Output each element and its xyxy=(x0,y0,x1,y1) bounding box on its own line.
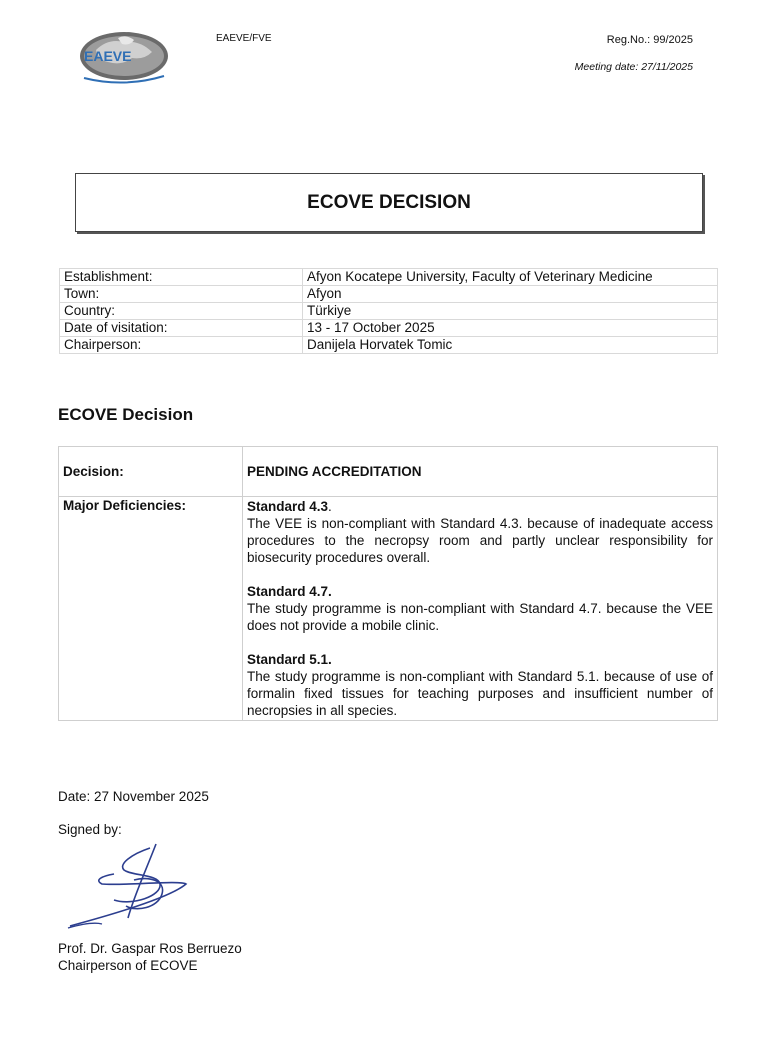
page-title: ECOVE DECISION xyxy=(307,191,471,213)
table-row xyxy=(60,320,718,337)
info-value: 13 - 17 October 2025 xyxy=(303,320,718,337)
info-value: Afyon Kocatepe University, Faculty of Veterinary Medicine xyxy=(303,269,718,286)
svg-text:EAEVE: EAEVE xyxy=(84,48,132,64)
org-code: EAEVE/FVE xyxy=(216,33,272,44)
deficiencies-row xyxy=(59,497,718,721)
signatory-name: Prof. Dr. Gaspar Ros Berruezo xyxy=(58,941,242,956)
standard-heading: Standard 5.1. xyxy=(247,652,332,667)
signatory-role: Chairperson of ECOVE xyxy=(58,958,198,973)
info-value: Türkiye xyxy=(303,303,718,320)
registration-number: Reg.No.: 99/2025 xyxy=(606,34,693,46)
document-date: Date: 27 November 2025 xyxy=(58,789,209,804)
standard-heading: Standard 4.7. xyxy=(247,584,332,599)
signature-image xyxy=(62,840,192,932)
standard-text: The VEE is non-compliant with Standard 4.3. because of inadequate access procedures to the necropsy room and partly unclear responsibility for biosecurity procedures overall. xyxy=(247,516,713,565)
decision-value: PENDING ACCREDITATION xyxy=(243,447,718,497)
table-row xyxy=(60,286,718,303)
table-row xyxy=(60,337,718,354)
info-table xyxy=(59,268,718,354)
meeting-date: Meeting date: 27/11/2025 xyxy=(574,61,693,73)
standard-text: The study programme is non-compliant with Standard 5.1. because of use of formalin fixed tissues for teaching purposes and insufficient number of necropsies in all species. xyxy=(247,669,713,718)
info-label: Town: xyxy=(60,286,303,303)
title-box xyxy=(75,173,703,232)
section-heading: ECOVE Decision xyxy=(58,405,194,424)
table-row xyxy=(60,269,718,286)
info-value: Afyon xyxy=(303,286,718,303)
deficiencies-list: Standard 4.3. The VEE is non-compliant with Standard 4.3. because of inadequate access procedures to the necropsy room and partly unclear responsibility for biosecurity procedures overall. Standard 4.7. The study programme is non-compliant with Standard 4.7. because the VEE does not provide a mobile clinic. Standard 5.1. The study programme is non-compliant with Standard 5.1. because of use of formalin fixed tissues for teaching purposes and insufficient number of necropsies in all species. xyxy=(243,497,718,721)
decision-row xyxy=(59,447,718,497)
info-label: Chairperson: xyxy=(60,337,303,354)
deficiencies-label: Major Deficiencies: xyxy=(59,497,243,721)
decision-label: Decision: xyxy=(59,447,243,497)
info-label: Establishment: xyxy=(60,269,303,286)
standard-text: The study programme is non-compliant with Standard 4.7. because the VEE does not provide a mobile clinic. xyxy=(247,601,713,633)
eaeve-logo xyxy=(78,30,170,84)
info-label: Country: xyxy=(60,303,303,320)
standard-heading: Standard 4.3 xyxy=(247,499,329,514)
info-value: Danijela Horvatek Tomic xyxy=(303,337,718,354)
signed-by-label: Signed by: xyxy=(58,822,122,837)
decision-table xyxy=(58,446,718,721)
info-label: Date of visitation: xyxy=(60,320,303,337)
table-row xyxy=(60,303,718,320)
